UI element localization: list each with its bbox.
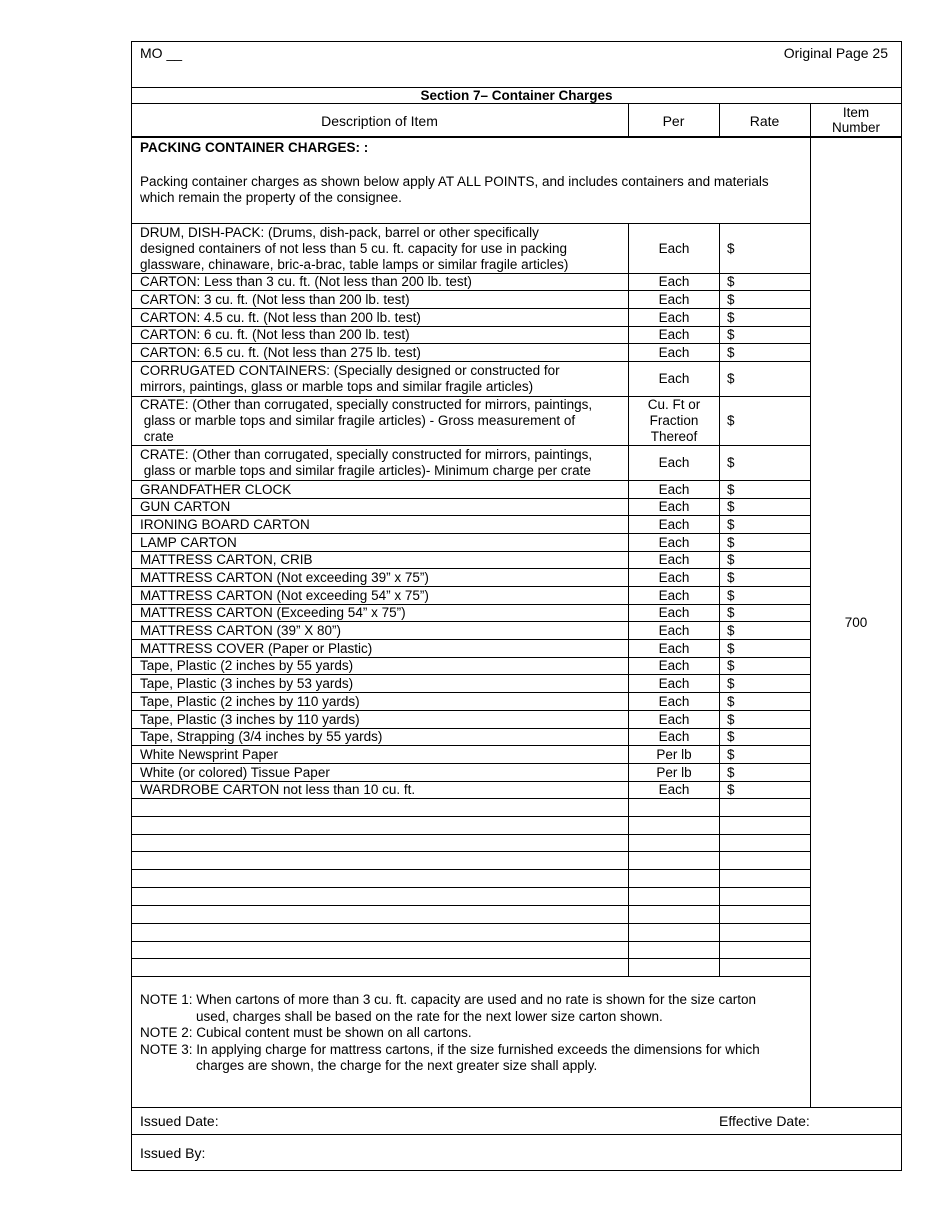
row-description bbox=[140, 397, 626, 445]
row-description-line: designed containers of not less than 5 cu. ft. capacity for use in packing bbox=[140, 240, 568, 256]
row-description-text bbox=[140, 274, 472, 290]
row-per bbox=[629, 274, 719, 290]
empty-row-divider bbox=[131, 869, 810, 870]
section-title: Section 7– Container Charges bbox=[420, 88, 613, 103]
row-description-line: WARDROBE CARTON not less than 10 cu. ft. bbox=[140, 782, 416, 797]
row-per-line: Each bbox=[658, 587, 690, 603]
state-label: MO __ bbox=[140, 45, 183, 61]
row-description-line: glass or marble tops and similar fragile articles)- Minimum charge per crate bbox=[140, 463, 591, 478]
row-description bbox=[140, 711, 626, 728]
row-per bbox=[629, 344, 719, 361]
row-per-text bbox=[659, 658, 690, 674]
row-per-line: Each bbox=[658, 309, 690, 325]
note-1 bbox=[140, 992, 805, 1025]
empty-row-divider bbox=[131, 851, 810, 852]
row-per bbox=[629, 622, 719, 639]
empty-row-divider bbox=[131, 958, 810, 959]
row-per-line: Each bbox=[658, 552, 690, 567]
empty-row-divider bbox=[131, 923, 810, 924]
effective-date-label: Effective Date: bbox=[719, 1113, 810, 1129]
row-description-line: MATTRESS CARTON (Exceeding 54” x 75”) bbox=[140, 605, 406, 620]
row-description bbox=[140, 605, 626, 621]
row-per-line: Each bbox=[658, 291, 690, 307]
col-divider-rate-header bbox=[719, 103, 720, 137]
row-rate: $ bbox=[727, 413, 735, 428]
row-per-line: Per lb bbox=[656, 746, 692, 762]
row-rate: $ bbox=[727, 640, 735, 656]
row-per-line: Fraction bbox=[649, 413, 699, 428]
row-per-line: Each bbox=[658, 569, 690, 585]
row-per-text bbox=[648, 397, 701, 445]
row-rate: $ bbox=[727, 344, 735, 360]
row-per-text bbox=[659, 455, 690, 471]
row-per-text bbox=[659, 241, 690, 257]
col-header-per: Per bbox=[662, 113, 685, 129]
row-per bbox=[629, 552, 719, 568]
row-per-line: Each bbox=[658, 499, 690, 514]
row-rate: $ bbox=[727, 569, 735, 585]
row-description-line: crate bbox=[140, 429, 174, 444]
row-per bbox=[629, 782, 719, 798]
row-per-text bbox=[659, 292, 690, 308]
row-description bbox=[140, 274, 626, 290]
row-description bbox=[140, 552, 626, 568]
row-rate: $ bbox=[727, 534, 735, 550]
row-per bbox=[629, 224, 719, 273]
row-description bbox=[140, 746, 626, 763]
row-per-line: Each bbox=[658, 675, 690, 691]
row-description-text bbox=[140, 499, 230, 515]
empty-row-divider bbox=[131, 976, 810, 977]
row-description bbox=[140, 729, 626, 745]
row-per-text bbox=[659, 694, 690, 710]
row-description-line: CORRUGATED CONTAINERS: (Specially designed or constructed for bbox=[140, 363, 560, 378]
row-per-text bbox=[659, 517, 690, 533]
row-description-text bbox=[140, 552, 313, 568]
note-text: NOTE 3: In applying charge for mattress cartons, if the size furnished exceeds the dimensions for which bbox=[140, 1041, 760, 1057]
empty-row-divider bbox=[131, 798, 810, 799]
row-per-text bbox=[659, 570, 690, 586]
col-header-description: Description of Item bbox=[321, 113, 438, 129]
row-per-text bbox=[659, 499, 690, 515]
row-rate: $ bbox=[727, 622, 735, 638]
row-description-line: Tape, Plastic (3 inches by 110 yards) bbox=[140, 711, 360, 727]
row-per bbox=[629, 569, 719, 586]
row-description-text bbox=[140, 641, 372, 657]
row-per-text bbox=[659, 641, 690, 657]
row-per bbox=[629, 675, 719, 692]
row-description-text bbox=[140, 225, 568, 273]
row-description-line: CARTON: 6.5 cu. ft. (Not less than 275 lb. test) bbox=[140, 344, 421, 360]
row-rate: $ bbox=[727, 516, 735, 532]
row-per bbox=[629, 362, 719, 396]
intro-heading: PACKING CONTAINER CHARGES: : bbox=[140, 140, 369, 155]
row-per-text bbox=[656, 747, 691, 763]
row-description-text bbox=[140, 676, 353, 692]
row-description-line: White Newsprint Paper bbox=[140, 746, 279, 762]
row-description-line: Tape, Strapping (3/4 inches by 55 yards) bbox=[140, 729, 383, 744]
row-description-line: White (or colored) Tissue Paper bbox=[140, 764, 330, 780]
page-label: Original Page 25 bbox=[783, 45, 888, 61]
row-rate: $ bbox=[727, 291, 735, 307]
row-per-text bbox=[659, 623, 690, 639]
row-description-line: CARTON: 3 cu. ft. (Not less than 200 lb. test) bbox=[140, 291, 410, 307]
col-header-item-number: Item Number bbox=[831, 105, 880, 135]
row-per bbox=[629, 711, 719, 728]
row-description-text bbox=[140, 363, 560, 395]
row-description bbox=[140, 587, 626, 604]
row-rate: $ bbox=[727, 481, 735, 497]
row-per-line: Each bbox=[658, 693, 690, 709]
row-per-text bbox=[659, 327, 690, 343]
row-rate: $ bbox=[727, 711, 735, 727]
col-divider-rate bbox=[719, 223, 720, 976]
row-per-line: Each bbox=[658, 516, 690, 532]
row-per-line: Each bbox=[658, 371, 690, 386]
row-per bbox=[629, 640, 719, 657]
row-description bbox=[140, 344, 626, 361]
row-per-text bbox=[659, 605, 690, 621]
row-per-text bbox=[659, 345, 690, 361]
row-per-text bbox=[659, 712, 690, 728]
row-per-text bbox=[659, 552, 690, 568]
row-per-text bbox=[659, 729, 690, 745]
row-description bbox=[140, 362, 626, 396]
row-description-text bbox=[140, 712, 360, 728]
row-per bbox=[629, 729, 719, 745]
row-per-line: Each bbox=[658, 711, 690, 727]
row-per-line: Each bbox=[658, 455, 690, 470]
row-per-line: Each bbox=[658, 658, 690, 673]
col-divider-per bbox=[628, 223, 629, 976]
row-per-line: Each bbox=[658, 640, 690, 656]
row-description-line: CARTON: 4.5 cu. ft. (Not less than 200 lb. test) bbox=[140, 309, 421, 325]
row-description bbox=[140, 764, 626, 781]
row-description-line: CRATE: (Other than corrugated, specially constructed for mirrors, paintings, bbox=[140, 397, 593, 412]
row-description-line: MATTRESS CARTON (Not exceeding 39” x 75”) bbox=[140, 569, 429, 585]
row-per-line: Each bbox=[658, 274, 690, 289]
row-per bbox=[629, 499, 719, 515]
row-description-line: CARTON: Less than 3 cu. ft. (Not less than 200 lb. test) bbox=[140, 274, 472, 289]
row-description bbox=[140, 309, 626, 326]
issued-date-label: Issued Date: bbox=[140, 1113, 219, 1129]
row-description-line: MATTRESS COVER (Paper or Plastic) bbox=[140, 640, 373, 656]
row-description-text bbox=[140, 570, 429, 586]
row-description-text bbox=[140, 782, 415, 798]
row-per-text bbox=[659, 782, 690, 798]
row-description-line: glassware, chinaware, bric-a-brac, table lamps or similar fragile articles) bbox=[140, 256, 569, 272]
row-description-line: IRONING BOARD CARTON bbox=[140, 516, 310, 532]
row-per bbox=[629, 327, 719, 343]
col-divider-per-header bbox=[628, 103, 629, 137]
row-description-text bbox=[140, 517, 310, 533]
row-description bbox=[140, 327, 626, 343]
row-description-line: LAMP CARTON bbox=[140, 534, 237, 550]
row-rate: $ bbox=[727, 327, 735, 342]
intro-text-line2: which remain the property of the consignee. bbox=[140, 190, 402, 205]
row-description-text bbox=[140, 658, 353, 674]
header-divider bbox=[131, 136, 902, 138]
row-per bbox=[629, 587, 719, 604]
row-description-text bbox=[140, 447, 592, 479]
row-per-line: Each bbox=[658, 605, 690, 620]
issued-by-label: Issued By: bbox=[140, 1145, 206, 1161]
note-3 bbox=[140, 1042, 805, 1075]
note-text-continued: used, charges shall be based on the rate for the next lower size carton shown. bbox=[196, 1008, 663, 1024]
row-rate: $ bbox=[727, 729, 735, 744]
row-per bbox=[629, 605, 719, 621]
row-per-line: Cu. Ft or bbox=[647, 397, 701, 412]
row-per-text bbox=[659, 371, 690, 387]
row-description bbox=[140, 481, 626, 498]
row-per bbox=[629, 764, 719, 781]
row-per-text bbox=[656, 765, 691, 781]
row-description-text bbox=[140, 310, 421, 326]
row-rate: $ bbox=[727, 605, 735, 620]
item-number-value: 700 bbox=[844, 615, 868, 630]
row-description-line: CRATE: (Other than corrugated, specially constructed for mirrors, paintings, bbox=[140, 447, 593, 462]
row-rate: $ bbox=[727, 746, 735, 762]
empty-row-divider bbox=[131, 834, 810, 835]
row-description-line: DRUM, DISH-PACK: (Drums, dish-pack, barrel or other specifically bbox=[140, 224, 539, 240]
row-description-text bbox=[140, 729, 382, 745]
row-rate: $ bbox=[727, 782, 735, 797]
empty-row-divider bbox=[131, 941, 810, 942]
row-description-line: Tape, Plastic (2 inches by 55 yards) bbox=[140, 658, 354, 673]
row-rate: $ bbox=[727, 455, 735, 470]
row-description-text bbox=[140, 765, 330, 781]
row-per-line: Each bbox=[658, 782, 690, 797]
row-per bbox=[629, 746, 719, 763]
empty-row-divider bbox=[131, 816, 810, 817]
note-2 bbox=[140, 1025, 805, 1042]
row-rate: $ bbox=[727, 675, 735, 691]
row-description-line: GUN CARTON bbox=[140, 499, 231, 514]
row-description bbox=[140, 675, 626, 692]
row-description bbox=[140, 534, 626, 551]
row-per bbox=[629, 658, 719, 674]
row-description-text bbox=[140, 605, 406, 621]
row-per-text bbox=[659, 535, 690, 551]
row-per-line: Each bbox=[658, 534, 690, 550]
row-description-text bbox=[140, 327, 410, 343]
row-per-line: Each bbox=[658, 622, 690, 638]
row-per-line: Each bbox=[658, 344, 690, 360]
row-per-line: Per lb bbox=[656, 764, 692, 780]
row-rate: $ bbox=[727, 274, 735, 289]
row-description-text bbox=[140, 345, 421, 361]
row-description bbox=[140, 516, 626, 533]
row-description-line: MATTRESS CARTON, CRIB bbox=[140, 552, 313, 567]
row-description-line: CARTON: 6 cu. ft. (Not less than 200 lb. test) bbox=[140, 327, 410, 342]
row-description bbox=[140, 224, 626, 273]
row-per-line: Each bbox=[658, 240, 690, 256]
row-description-text bbox=[140, 482, 291, 498]
row-description-text bbox=[140, 588, 429, 604]
note-text: NOTE 1: When cartons of more than 3 cu. ft. capacity are used and no rate is shown for the size carton bbox=[140, 992, 757, 1007]
row-per bbox=[629, 481, 719, 498]
row-description bbox=[140, 693, 626, 710]
row-description bbox=[140, 499, 626, 515]
row-rate: $ bbox=[727, 309, 735, 325]
col-header-rate: Rate bbox=[749, 113, 780, 129]
row-description-text bbox=[140, 694, 360, 710]
row-per-text bbox=[659, 676, 690, 692]
row-rate: $ bbox=[727, 693, 735, 709]
item-number-divider bbox=[810, 103, 811, 1107]
row-description-line: GRANDFATHER CLOCK bbox=[140, 481, 292, 497]
row-description-line: Tape, Plastic (2 inches by 110 yards) bbox=[140, 693, 360, 709]
row-per bbox=[629, 291, 719, 308]
row-per-line: Thereof bbox=[650, 429, 698, 444]
note-text: NOTE 2: Cubical content must be shown on all cartons. bbox=[140, 1025, 472, 1040]
row-per bbox=[629, 309, 719, 326]
row-per-line: Each bbox=[658, 481, 690, 497]
row-rate: $ bbox=[727, 371, 735, 386]
row-description-line: mirrors, paintings, glass or marble tops and similar fragile articles) bbox=[140, 379, 534, 394]
row-description bbox=[140, 622, 626, 639]
row-description bbox=[140, 640, 626, 657]
intro-text-line1: Packing container charges as shown below apply AT ALL POINTS, and includes containers and materials bbox=[140, 174, 769, 189]
row-per bbox=[629, 693, 719, 710]
row-description-line: MATTRESS CARTON (Not exceeding 54” x 75”) bbox=[140, 587, 429, 603]
row-per-line: Each bbox=[658, 327, 690, 342]
row-per bbox=[629, 446, 719, 480]
row-per-text bbox=[659, 588, 690, 604]
row-per bbox=[629, 397, 719, 445]
row-description bbox=[140, 569, 626, 586]
row-description-text bbox=[140, 292, 410, 308]
row-rate: $ bbox=[727, 587, 735, 603]
row-per-text bbox=[659, 310, 690, 326]
row-description bbox=[140, 291, 626, 308]
row-per-text bbox=[659, 482, 690, 498]
row-rate: $ bbox=[727, 552, 735, 567]
empty-row-divider bbox=[131, 887, 810, 888]
row-description-text bbox=[140, 397, 592, 445]
row-description-text bbox=[140, 535, 237, 551]
row-description-line: MATTRESS CARTON (39” X 80”) bbox=[140, 622, 342, 638]
row-description-line: Tape, Plastic (3 inches by 53 yards) bbox=[140, 675, 354, 691]
empty-row-divider bbox=[131, 905, 810, 906]
row-description bbox=[140, 658, 626, 674]
row-description bbox=[140, 782, 626, 798]
row-description bbox=[140, 446, 626, 480]
row-per-line: Each bbox=[658, 729, 690, 744]
row-rate: $ bbox=[727, 240, 735, 256]
row-per-text bbox=[659, 274, 690, 290]
row-rate: $ bbox=[727, 499, 735, 514]
row-rate: $ bbox=[727, 658, 735, 673]
row-description-line: glass or marble tops and similar fragile articles) - Gross measurement of bbox=[140, 413, 576, 428]
note-text-continued: charges are shown, the charge for the next greater size shall apply. bbox=[196, 1058, 598, 1073]
row-per bbox=[629, 516, 719, 533]
row-per bbox=[629, 534, 719, 551]
row-description-text bbox=[140, 623, 341, 639]
row-description-text bbox=[140, 747, 278, 763]
row-rate: $ bbox=[727, 764, 735, 780]
